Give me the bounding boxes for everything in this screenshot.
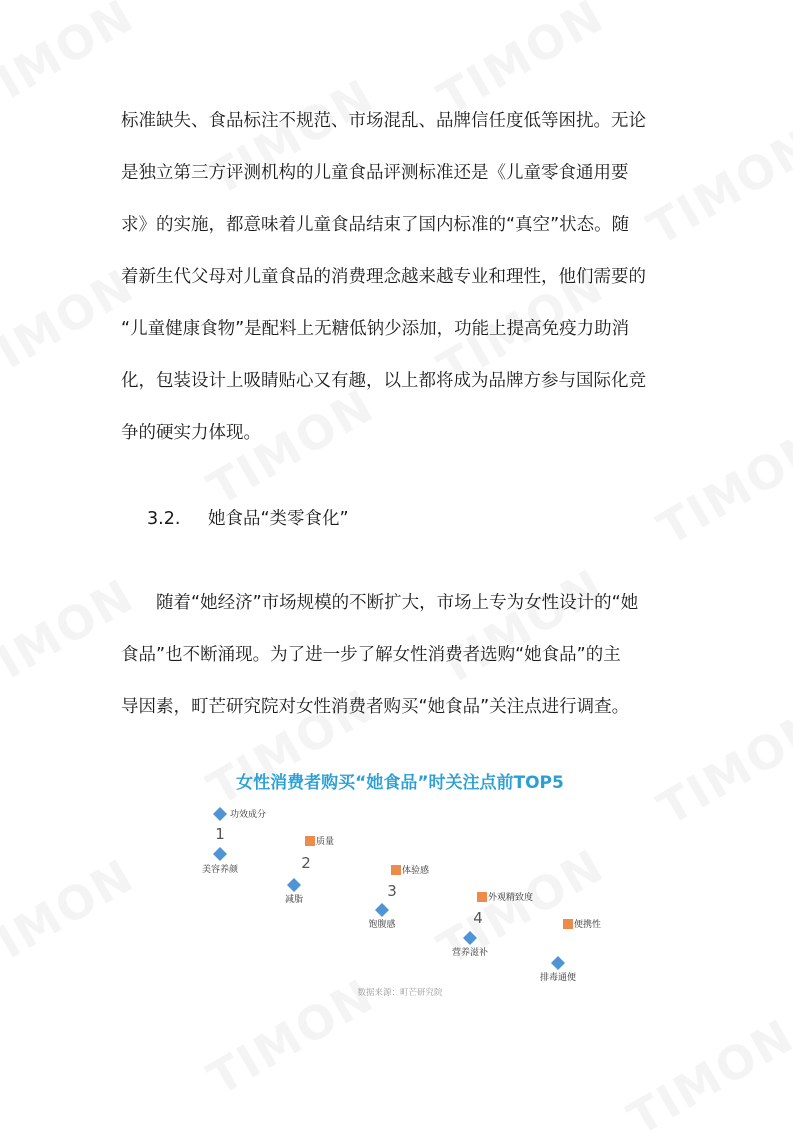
point-square <box>563 919 573 929</box>
point-label: 便携性 <box>574 920 602 930</box>
text-line: 导因素，町芒研究院对女性消费者购买“她食品”关注点进行调查。 <box>121 697 630 717</box>
point-label: 质量 <box>316 837 335 847</box>
point-diamond <box>213 807 227 821</box>
point-diamond <box>287 878 301 892</box>
text-line: 随着“她经济”市场规模的不断扩大，市场上专为女性设计的“她 <box>121 593 639 613</box>
text-line: 食品”也不断涌现。为了进一步了解女性消费者选购“她食品”的主 <box>121 645 621 665</box>
point-diamond <box>551 956 565 970</box>
chart-source: 数据来源：町芒研究院 <box>357 988 443 998</box>
point-label: 美容养颜 <box>201 865 239 875</box>
paragraph-2 <box>121 577 681 733</box>
section-heading <box>147 505 349 530</box>
point-diamond <box>213 847 227 861</box>
text-line: 标准缺失、食品标注不规范、市场混乱、品牌信任度低等困扰。无论 <box>121 111 646 131</box>
chart-title: 女性消费者购买“她食品”时关注点前TOP5 <box>236 773 564 793</box>
text-line: 争的硬实力体现。 <box>121 423 261 443</box>
focus-points-chart <box>180 760 620 1010</box>
chart-svg <box>180 760 620 1010</box>
point-label: 外观精致度 <box>488 893 534 903</box>
text-line: 着新生代父母对儿童食品的消费理念越来越专业和理性，他们需要的 <box>121 267 646 287</box>
rank-label: 3 <box>387 882 397 900</box>
section-number: 3.2. <box>147 509 181 529</box>
point-label: 营养滋补 <box>451 948 489 958</box>
section-title: 她食品“类零食化” <box>207 509 349 529</box>
rank-label: 2 <box>301 854 311 872</box>
text-line: 求》的实施，都意味着儿童食品结束了国内标准的“真空”状态。随 <box>121 215 630 235</box>
point-square <box>391 865 401 875</box>
point-label: 功效成分 <box>230 810 267 820</box>
text-line: “儿童健康食物”是配料上无糖低钠少添加，功能上提高免疫力助消 <box>121 319 630 339</box>
point-label: 减脂 <box>284 895 304 905</box>
rank-label: 1 <box>215 825 225 843</box>
point-label: 体验感 <box>402 866 430 876</box>
point-square <box>305 836 315 846</box>
rank-label: 4 <box>473 909 483 927</box>
text-line: 化，包装设计上吸睛贴心又有趣，以上都将成为品牌方参与国际化竞 <box>121 371 646 391</box>
point-label: 排毒通便 <box>539 973 577 983</box>
point-diamond <box>375 903 389 917</box>
paragraph-1 <box>121 95 681 459</box>
text-line: 是独立第三方评测机构的儿童食品评测标准还是《儿童零食通用要 <box>121 163 629 183</box>
point-label: 饱腹感 <box>368 920 396 930</box>
point-square <box>477 892 487 902</box>
point-diamond <box>463 931 477 945</box>
